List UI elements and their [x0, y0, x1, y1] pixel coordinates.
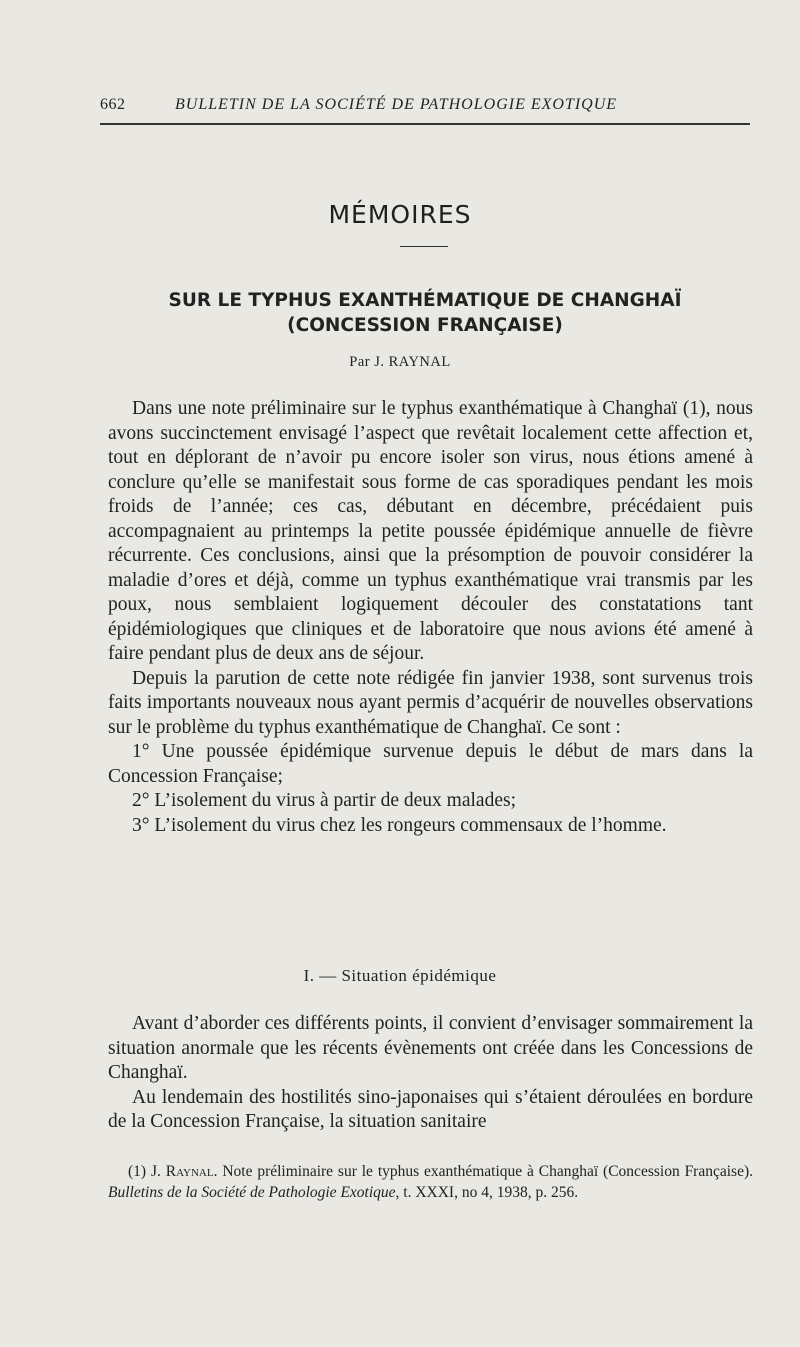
article-body: [108, 397, 753, 838]
subheading: I. — Situation épidémique: [303, 966, 497, 985]
footnote-marker: (1) J.: [128, 1163, 166, 1180]
paragraph: Depuis la parution de cette note rédigée fin janvier 1938, sont survenus trois faits importants nouveaux nous ayant permis d’acquérir de nouvelles observations sur le problème du typhus exanthématique de Changhaï. Ce sont :: [108, 667, 753, 738]
footnote-reference: , t. XXXI, no 4, 1938, p. 256.: [395, 1183, 579, 1201]
byline: Par J. RAYNAL: [349, 354, 451, 370]
paragraph: Dans une note préliminaire sur le typhus exanthématique à Changhaï (1), nous avons succinctement envisagé l’aspect que revêtait localement cette affection et, tout en déplorant de n’avoir pu encore isoler son virus, nous étions amené à conclure qu’elle se manifestait sous forme de cas sporadiques pendant les mois froids de l’année; ces cas, débutant en décembre, précédaient puis accompagnaient au printemps la petite poussée épidémique annuelle de fièvre récurrente. Ces conclusions, ainsi que la présomption de pouvoir considérer la maladie d’ores et déjà, comme un typhus exanthématique vrai transmis par les poux, nous semblaient logiquement découler des constatations tant épidémiologiques que cliniques et de laboratoire que nous avions été amené à faire pendant plus de deux ans de séjour.: [108, 398, 753, 664]
article-body-continued: [108, 1012, 753, 1135]
footnote-author: Raynal: [165, 1163, 214, 1180]
footnote-body: . Note préliminaire sur le typhus exanthématique à Changhaï (Concession Française).: [213, 1163, 753, 1180]
article-title-line-2: (CONCESSION FRANÇAISE): [287, 315, 563, 336]
footnote-text: [108, 1162, 753, 1203]
paragraph: Avant d’aborder ces différents points, il convient d’envisager sommairement la situation anormale que les récents évènements ont créée dans les Concessions de Changhaï.: [108, 1013, 753, 1083]
list-item: 2° L’isolement du virus à partir de deux malades;: [132, 790, 516, 811]
header-rule: [100, 123, 750, 125]
article-title: [100, 288, 750, 338]
article-title-line-1: SUR LE TYPHUS EXANTHÉMATIQUE DE CHANGHAÏ: [168, 290, 682, 311]
footnote: [108, 1162, 753, 1203]
journal-title: BULLETIN DE LA SOCIÉTÉ DE PATHOLOGIE EXOTIQUE: [175, 96, 618, 113]
list-item: 1° Une poussée épidémique survenue depuis le début de mars dans la Concession Française;: [108, 741, 753, 787]
paragraph: Au lendemain des hostilités sino-japonaises qui s’étaient déroulées en bordure de la Concession Française, la situation sanitaire: [108, 1086, 753, 1132]
list-item: 3° L’isolement du virus chez les rongeurs commensaux de l’homme.: [132, 814, 667, 836]
page-number: 662: [100, 96, 126, 113]
section-rule: [400, 246, 448, 247]
footnote-journal: Bulletins de la Société de Pathologie Exotique: [108, 1183, 396, 1201]
section-title: MÉMOIRES: [328, 200, 472, 229]
